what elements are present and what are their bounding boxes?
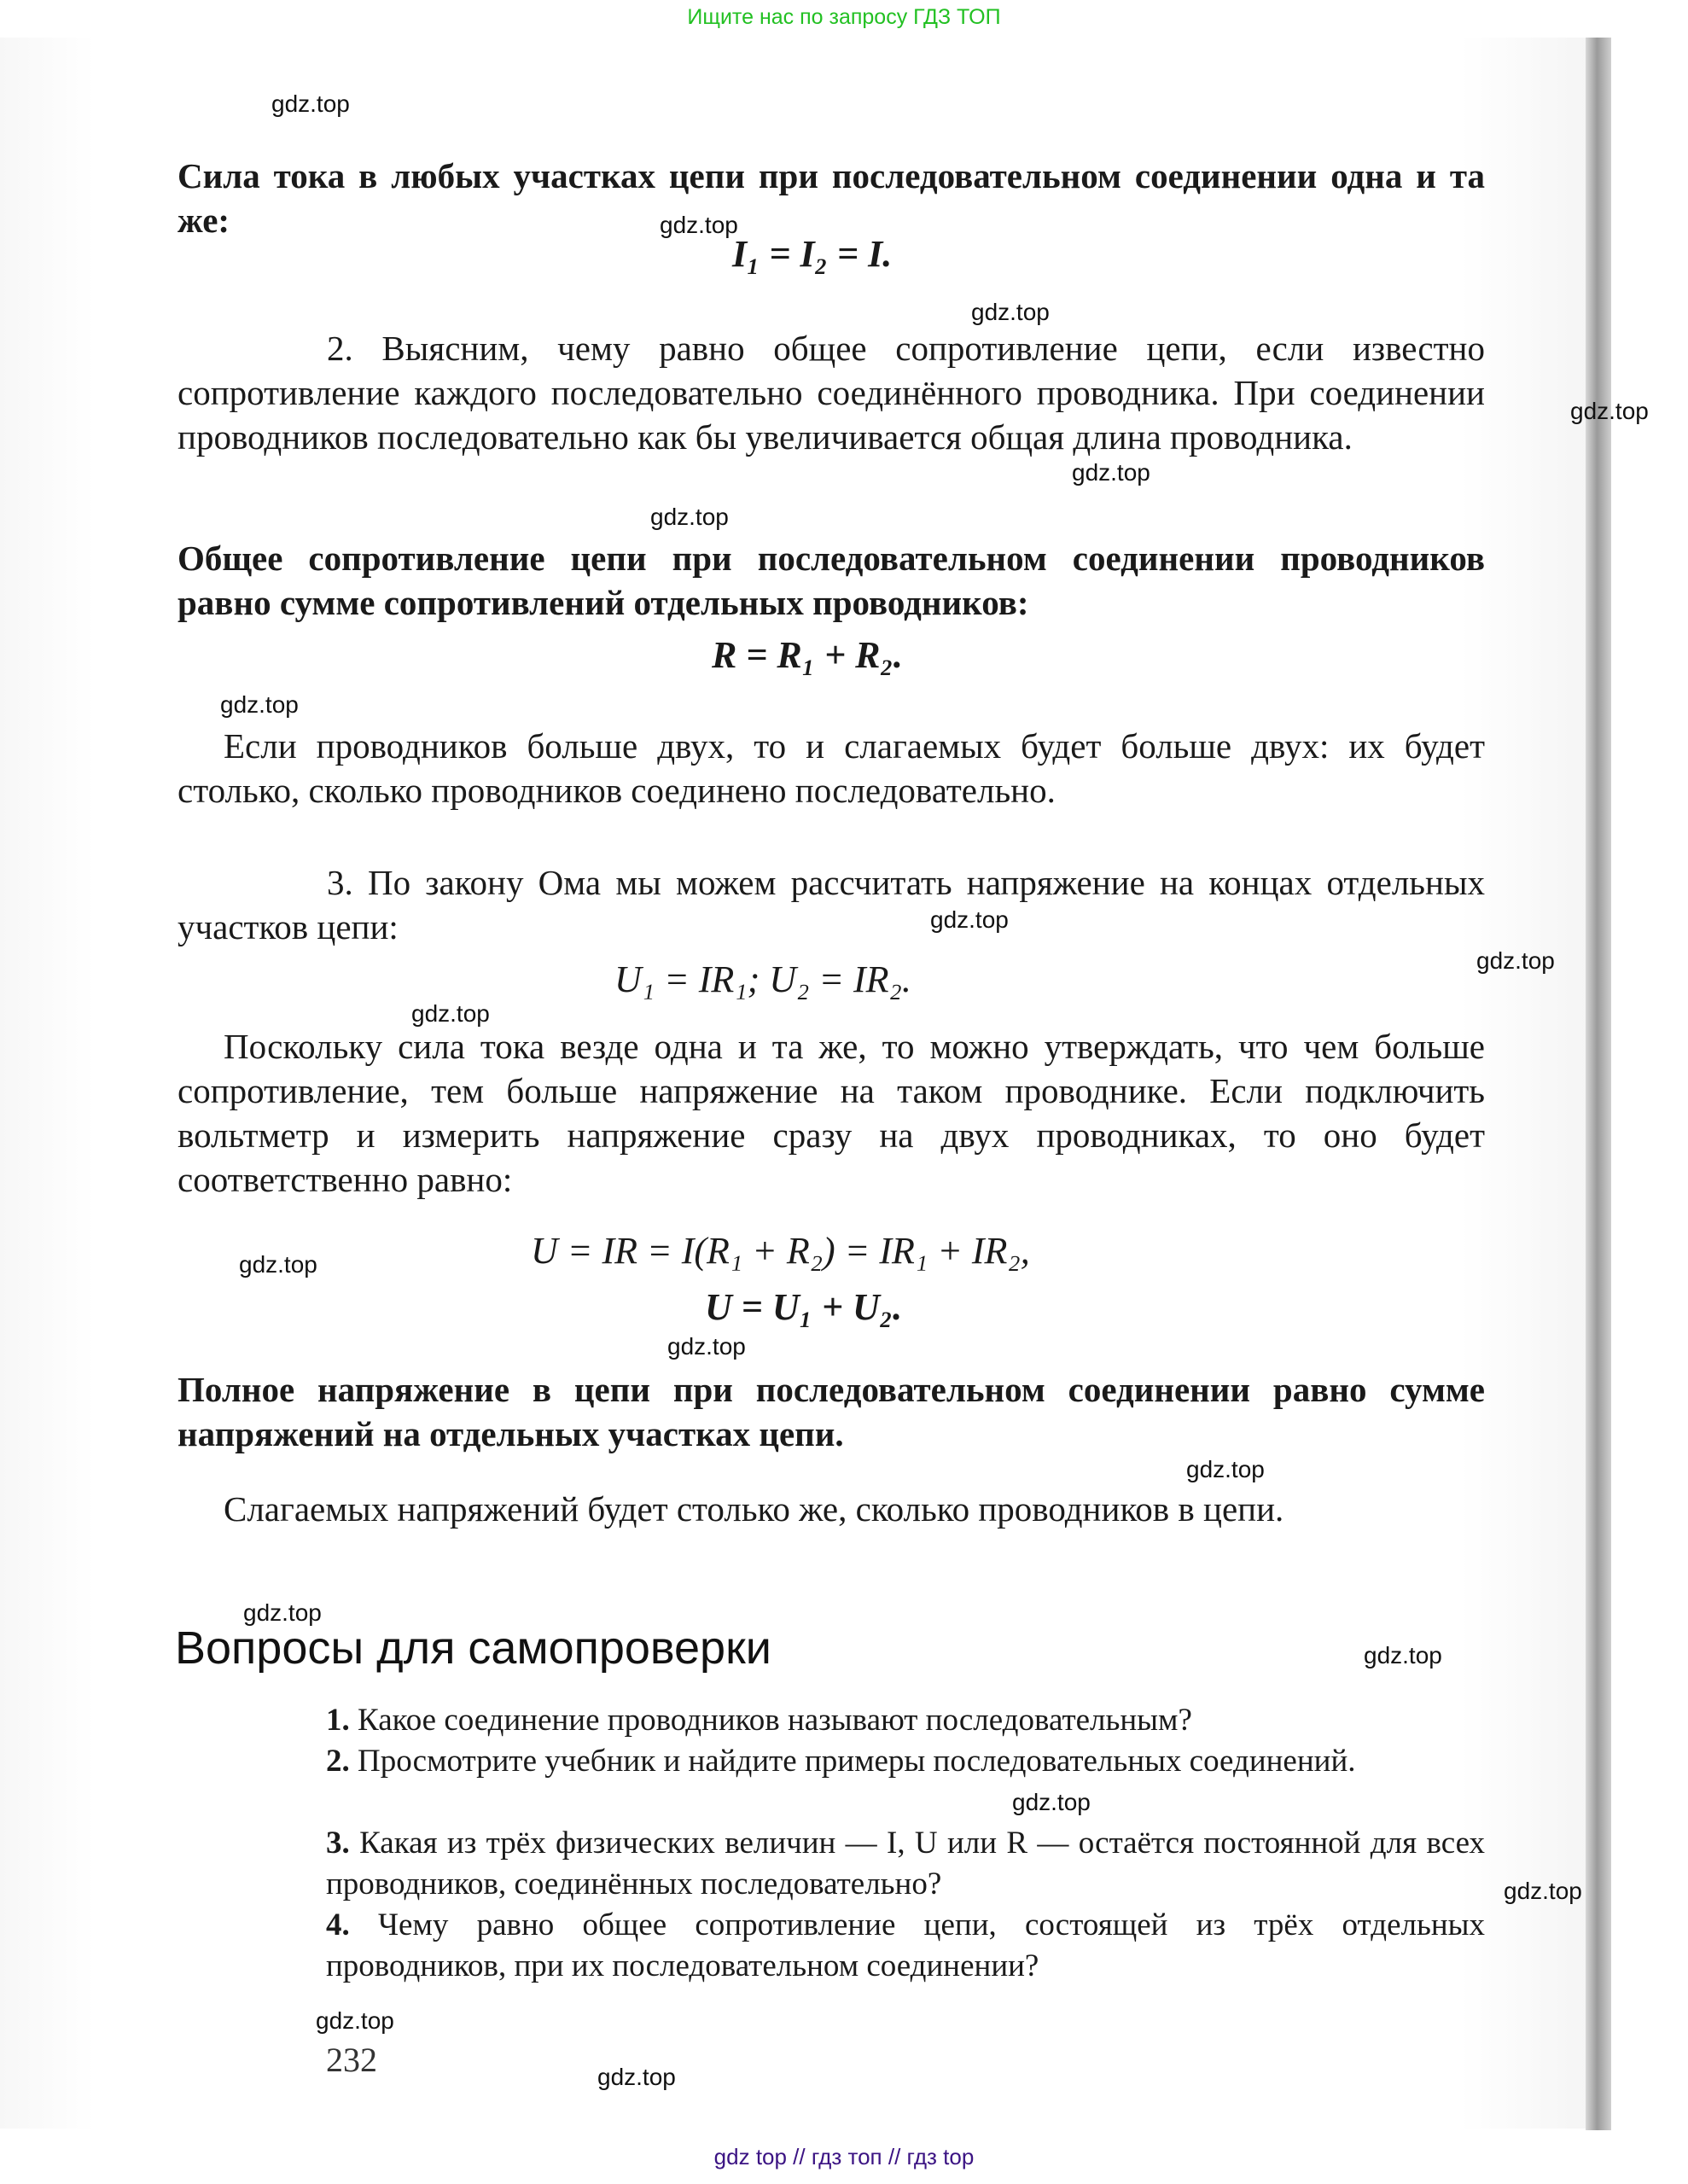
- watermark: gdz.top: [667, 1333, 746, 1360]
- watermark: gdz.top: [1504, 1878, 1582, 1904]
- paragraph-voltage-terms: Слагаемых напряжений будет столько же, сколько проводников в цепи.: [224, 1489, 1284, 1529]
- bottom-banner: gdz top // гдз топ // гдз top: [713, 2144, 975, 2169]
- top-banner: Ищите нас по запросу ГДЗ ТОП: [687, 5, 1001, 29]
- rule-voltage-series: Полное напряжение в цепи при последовательном соединении равно сумме напряжений на отдельных участках цепи.: [178, 1370, 1485, 1453]
- self-check-heading: Вопросы для самопроверки: [175, 1622, 771, 1674]
- question-1: 1. Какое соединение проводников называют последовательным?: [326, 1703, 1192, 1738]
- rule-current-series: Сила тока в любых участках цепи при последовательном соединении одна и та же:: [178, 156, 1485, 240]
- paragraph-3: 3. По закону Ома мы можем рассчитать напряжение на концах отдельных участков цепи:: [178, 863, 1485, 946]
- watermark: gdz.top: [239, 1251, 317, 1278]
- question-3: 3. Какая из трёх физических величин — I, U или R — остаётся постоянной для всех проводников, соединённых последовательно?: [326, 1826, 1486, 1902]
- watermark: gdz.top: [220, 691, 299, 718]
- formula-ohm-segments: U₁ = IR₁; U₂ = IR₂.: [614, 958, 911, 1000]
- paragraph-more-conductors: Если проводников больше двух, то и слагаемых будет больше двух: их будет столько, сколько проводников соединено последовательно.: [178, 726, 1485, 810]
- watermark: gdz.top: [411, 1000, 490, 1027]
- watermark: gdz.top: [660, 212, 738, 238]
- watermark: gdz.top: [930, 906, 1009, 933]
- watermark: gdz.top: [650, 504, 729, 530]
- paragraph-voltage: Поскольку сила тока везде одна и та же, то можно утверждать, что чем больше сопротивление, тем больше напряжение на таком проводнике. Если подключить вольтметр и измерить напряжение сразу на двух проводниках, то оно будет соответственно равно:: [178, 1027, 1485, 1199]
- watermark: gdz.top: [1012, 1789, 1091, 1815]
- question-2: 2. Просмотрите учебник и найдите примеры последовательных соединений.: [326, 1744, 1356, 1779]
- page-spine-shadow: [1586, 38, 1611, 2130]
- watermark: gdz.top: [971, 299, 1050, 325]
- watermark: gdz.top: [243, 1599, 322, 1626]
- watermark: gdz.top: [1072, 459, 1150, 486]
- question-4: 4. Чему равно общее сопротивление цепи, состоящей из трёх отдельных проводников, при их последовательном соединении?: [326, 1907, 1485, 1983]
- formula-current: I₁ = I₂ = I.: [732, 233, 893, 275]
- formula-total-voltage: U = U₁ + U₂.: [705, 1286, 903, 1328]
- paragraph-2: 2. Выясним, чему равно общее сопротивление цепи, если известно сопротивление каждого последовательно соединённого проводника. При соединении проводников последовательно как бы увеличивается общая длина проводника.: [178, 329, 1485, 457]
- watermark: gdz.top: [1570, 398, 1649, 424]
- formula-total-voltage-expanded: U = IR = I(R₁ + R₂) = IR₁ + IR₂,: [531, 1230, 1030, 1272]
- page-number: 232: [326, 2041, 377, 2079]
- watermark: gdz.top: [1364, 1642, 1442, 1669]
- watermark: gdz.top: [1186, 1456, 1265, 1482]
- watermark: gdz.top: [316, 2007, 394, 2034]
- rule-resistance-series: Общее сопротивление цепи при последовательном соединении проводников равно сумме сопротивлений отдельных проводников:: [178, 539, 1485, 622]
- watermark: gdz.top: [271, 90, 350, 117]
- watermark: gdz.top: [1476, 947, 1555, 974]
- watermark: gdz.top: [597, 2064, 676, 2090]
- formula-resistance: R = R₁ + R₂.: [712, 634, 903, 676]
